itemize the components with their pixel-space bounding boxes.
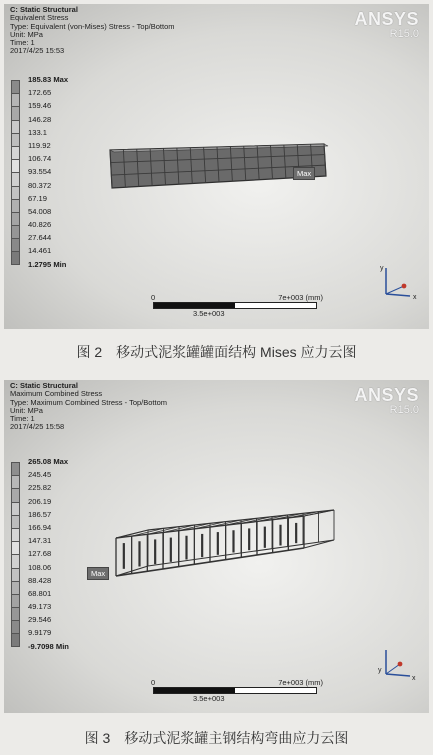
legend-swatch (11, 186, 20, 199)
legend-swatch (11, 172, 20, 185)
legend-swatch (11, 528, 20, 541)
legend-value: 265.08 Max (28, 457, 69, 466)
legend-swatch (11, 620, 20, 633)
coordinate-triad-icon (376, 262, 426, 302)
length-scale-bar: 0 7e+003 (mm) 3.5e+003 (151, 678, 323, 703)
legend-swatch (11, 488, 20, 501)
legend-swatch (11, 607, 20, 620)
legend-value: 68.801 (28, 588, 52, 598)
result-unit: Unit: MPa (10, 405, 43, 415)
legend-swatch (11, 146, 20, 159)
legend-value: 27.644 (28, 233, 52, 243)
legend-value: 133.1 (28, 127, 48, 137)
legend-value: 9.9179 (28, 628, 52, 638)
legend-value: 225.82 (28, 483, 52, 493)
legend-swatch (11, 633, 20, 646)
result-name: Maximum Combined Stress (10, 389, 103, 399)
legend-swatch (11, 475, 20, 488)
legend-swatch (11, 106, 20, 119)
legend-swatch (11, 93, 20, 106)
legend-value: 29.546 (28, 615, 52, 625)
legend-value: 166.94 (28, 522, 52, 532)
legend-swatch (11, 581, 20, 594)
legend-value: 80.372 (28, 180, 52, 190)
result-header (10, 382, 167, 432)
ansys-logo: ANSYS R15.0 (354, 9, 419, 40)
legend-value: 172.65 (28, 88, 52, 98)
legend-swatch (11, 133, 20, 146)
max-probe-label: Max (293, 167, 315, 180)
result-date: 2017/4/25 15:58 (10, 422, 65, 432)
legend-swatch (11, 502, 20, 515)
legend-swatch (11, 554, 20, 567)
legend-value: 88.428 (28, 575, 52, 585)
analysis-name: C: Static Structural (10, 381, 78, 390)
coordinate-triad-icon (374, 644, 424, 684)
legend-value: 106.74 (28, 154, 52, 164)
legend-value: 119.92 (28, 140, 51, 150)
legend-swatch (11, 251, 20, 264)
result-time: Time: 1 (10, 414, 35, 424)
legend-value: 49.173 (28, 602, 52, 612)
figure-2-caption: 图 2 移动式泥浆罐罐面结构 Mises 应力云图 (76, 344, 357, 360)
legend-value: 1.2795 Min (28, 259, 67, 269)
figure-3-viewport (4, 380, 429, 713)
tank-steel-frame-model (108, 508, 343, 588)
legend-value: 245.45 (28, 470, 52, 480)
length-scale-bar: 0 7e+003 (mm) 3.5e+003 (151, 293, 323, 318)
legend-swatch (11, 80, 20, 93)
figure-2-viewport (4, 4, 429, 329)
result-header (10, 6, 175, 56)
legend-swatch (11, 515, 20, 528)
legend-value: 147.31 (28, 536, 52, 546)
legend-swatch (11, 199, 20, 212)
figure-3-caption: 图 3 移动式泥浆罐主钢结构弯曲应力云图 (84, 730, 349, 746)
legend-value: 108.06 (28, 562, 52, 572)
legend-value: 67.19 (28, 193, 48, 203)
legend-value: 159.46 (28, 101, 52, 111)
svg-text:y: y (380, 265, 384, 272)
max-probe-label: Max (87, 567, 109, 580)
legend-swatch (11, 159, 20, 172)
legend-value: 127.68 (28, 549, 52, 559)
result-type: Type: Maximum Combined Stress - Top/Bottom (10, 397, 168, 407)
svg-text:x: x (412, 675, 416, 682)
legend-swatch (11, 212, 20, 225)
legend-swatch (11, 225, 20, 238)
analysis-name: C: Static Structural (10, 5, 78, 14)
result-type: Type: Equivalent (von-Mises) Stress - Top/Bottom (10, 21, 175, 31)
result-time: Time: 1 (10, 38, 35, 48)
legend-value: 54.008 (28, 206, 52, 216)
svg-text:y: y (378, 667, 382, 674)
svg-text:x: x (413, 294, 417, 301)
legend-value: 185.83 Max (28, 75, 69, 84)
ansys-logo: ANSYS R15.0 (354, 385, 419, 416)
legend-value: 186.57 (28, 509, 52, 519)
legend-value: 93.554 (28, 167, 52, 177)
legend-value: 14.461 (28, 246, 52, 256)
legend-swatch (11, 568, 20, 581)
legend-value: 206.19 (28, 496, 52, 506)
result-date: 2017/4/25 15:53 (10, 46, 65, 56)
legend-value: 146.28 (28, 114, 52, 124)
result-name: Equivalent Stress (10, 13, 69, 23)
legend-swatch (11, 594, 20, 607)
legend-value: 40.826 (28, 220, 52, 230)
legend-swatch (11, 120, 20, 133)
legend-swatch (11, 462, 20, 475)
legend-swatch (11, 541, 20, 554)
result-unit: Unit: MPa (10, 29, 43, 39)
legend-value: -9.7098 Min (28, 641, 69, 651)
legend-swatch (11, 238, 20, 251)
